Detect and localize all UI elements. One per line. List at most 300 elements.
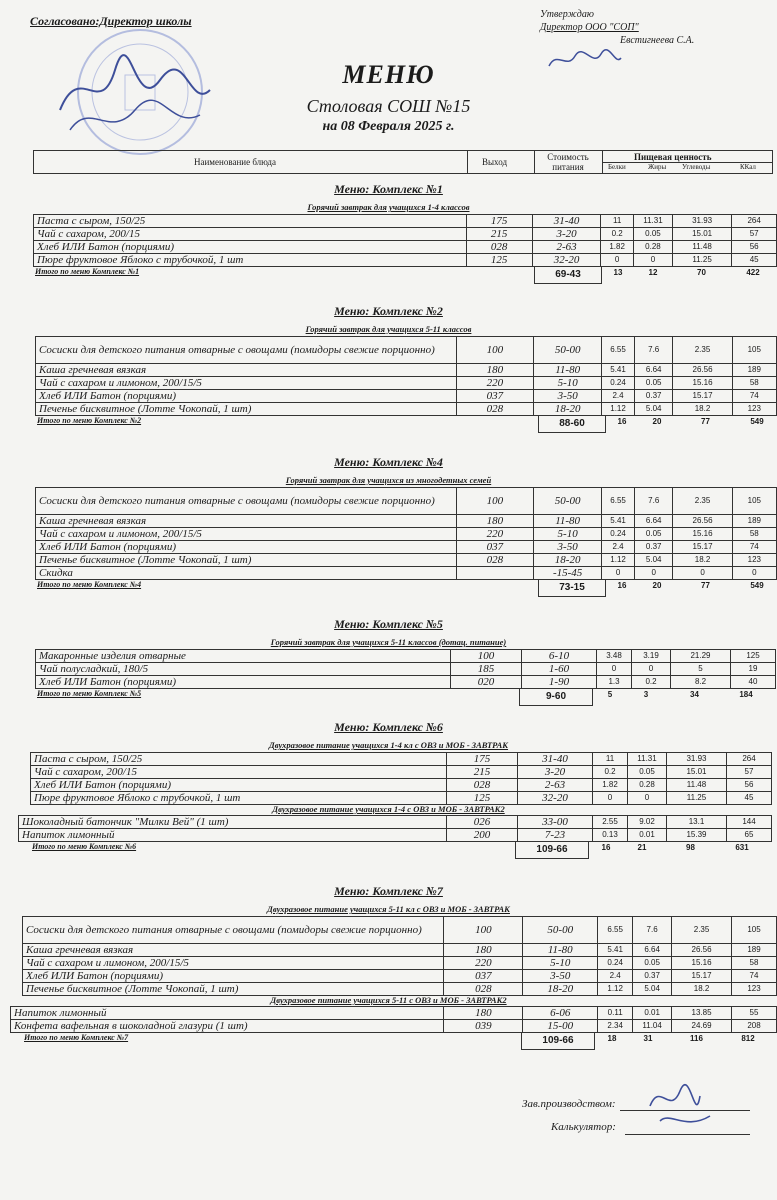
output-cell: 175 bbox=[466, 215, 532, 228]
complex-title: Меню: Комплекс №2 bbox=[334, 304, 443, 318]
production-signature-label: Зав.производством: bbox=[522, 1098, 616, 1110]
fats-cell: 0.28 bbox=[628, 779, 667, 792]
table-row bbox=[36, 663, 776, 676]
total-carbs: 70 bbox=[697, 268, 706, 277]
carbs-cell: 15.16 bbox=[672, 957, 732, 970]
dish-name-cell: Чай с сахаром и лимоном, 200/15/5 bbox=[36, 377, 457, 390]
proteins-cell: 1.12 bbox=[598, 983, 633, 996]
proteins-cell: 0.24 bbox=[598, 957, 633, 970]
menu-table bbox=[35, 649, 776, 689]
kcal-cell: 105 bbox=[732, 337, 776, 364]
header-dish: Наименование блюда bbox=[194, 157, 277, 167]
fats-cell: 6.64 bbox=[633, 944, 672, 957]
header-kcal: ККал bbox=[740, 163, 756, 171]
total-proteins: 5 bbox=[607, 690, 613, 699]
fats-cell: 0.37 bbox=[634, 390, 673, 403]
proteins-cell: 1.12 bbox=[602, 554, 635, 567]
fats-cell: 0.05 bbox=[634, 377, 673, 390]
total-kcal: 631 bbox=[735, 843, 749, 852]
header-proteins: Белки bbox=[608, 163, 626, 171]
carbs-cell: 0 bbox=[673, 567, 732, 580]
table-row bbox=[34, 241, 777, 254]
fats-cell: 11.04 bbox=[633, 1020, 672, 1033]
complex-subtitle-2: Двухразовое питание учащихся 1-4 с ОВЗ и МОБ - ЗАВТРАК2 bbox=[272, 804, 505, 814]
kcal-cell: 57 bbox=[732, 228, 777, 241]
cost-cell: 11-80 bbox=[523, 944, 598, 957]
total-fats: 3 bbox=[643, 690, 649, 699]
fats-cell: 0.37 bbox=[634, 541, 673, 554]
total-fats: 12 bbox=[648, 268, 658, 277]
approval-right bbox=[540, 8, 695, 46]
table-row bbox=[19, 816, 772, 829]
complex-subtitle: Горячий завтрак для учащихся 5-11 классов (дотац. питание) bbox=[270, 637, 507, 647]
table-row bbox=[11, 1020, 777, 1033]
proteins-cell: 1.3 bbox=[597, 676, 632, 689]
table-row bbox=[23, 983, 777, 996]
output-cell: 175 bbox=[447, 753, 518, 766]
complex-subtitle-2: Двухразовое питание учащихся 5-11 с ОВЗ и МОБ - ЗАВТРАК2 bbox=[270, 995, 507, 1005]
table-row bbox=[23, 944, 777, 957]
total-proteins: 18 bbox=[607, 1034, 617, 1043]
fats-cell: 0 bbox=[632, 663, 671, 676]
table-row bbox=[23, 917, 777, 944]
kcal-cell: 189 bbox=[732, 364, 776, 377]
carbs-cell: 5 bbox=[671, 663, 731, 676]
proteins-cell: 5.41 bbox=[602, 364, 635, 377]
fats-cell: 0.05 bbox=[634, 528, 673, 541]
carbs-cell: 15.16 bbox=[673, 377, 732, 390]
carbs-cell: 11.48 bbox=[672, 241, 731, 254]
output-cell bbox=[456, 567, 534, 580]
cost-cell: 18-20 bbox=[523, 983, 598, 996]
carbs-cell: 18.2 bbox=[673, 403, 732, 416]
fats-cell: 7.6 bbox=[633, 917, 672, 944]
output-cell: 220 bbox=[456, 377, 534, 390]
output-cell: 180 bbox=[444, 1007, 523, 1020]
menu-table bbox=[35, 487, 777, 580]
cost-cell: 6-10 bbox=[522, 650, 597, 663]
complex-title: Меню: Комплекс №6 bbox=[334, 720, 443, 734]
total-kcal: 422 bbox=[746, 268, 760, 277]
kcal-cell: 58 bbox=[732, 377, 776, 390]
total-fats: 20 bbox=[652, 581, 662, 590]
proteins-cell: 6.55 bbox=[602, 488, 635, 515]
table-header bbox=[33, 150, 773, 174]
table-row bbox=[31, 779, 772, 792]
carbs-cell: 13.85 bbox=[672, 1007, 732, 1020]
fats-cell: 0.01 bbox=[633, 1007, 672, 1020]
complex-subtitle: Горячий завтрак для учащихся из многодетных семей bbox=[285, 475, 492, 485]
proteins-cell: 0 bbox=[601, 254, 634, 267]
dish-name-cell: Каша гречневая вязкая bbox=[36, 364, 457, 377]
cost-cell: 50-00 bbox=[523, 917, 598, 944]
proteins-cell: 0 bbox=[602, 567, 635, 580]
carbs-cell: 26.56 bbox=[673, 364, 732, 377]
kcal-cell: 189 bbox=[732, 515, 776, 528]
total-carbs: 98 bbox=[686, 843, 695, 852]
cost-cell: 2-63 bbox=[518, 779, 593, 792]
cost-cell: 3-20 bbox=[532, 228, 600, 241]
fats-cell: 0.37 bbox=[633, 970, 672, 983]
proteins-cell: 0.2 bbox=[601, 228, 634, 241]
cost-cell: 1-60 bbox=[522, 663, 597, 676]
carbs-cell: 13.1 bbox=[667, 816, 727, 829]
table-row bbox=[34, 254, 777, 267]
complex-total-cost: 73-15 bbox=[538, 580, 606, 597]
total-kcal: 549 bbox=[750, 581, 764, 590]
output-cell: 037 bbox=[456, 390, 534, 403]
output-cell: 026 bbox=[447, 816, 518, 829]
fats-cell: 6.64 bbox=[634, 515, 673, 528]
production-signature bbox=[640, 1076, 720, 1136]
cost-cell: 11-80 bbox=[534, 364, 602, 377]
carbs-cell: 2.35 bbox=[673, 488, 732, 515]
dish-name-cell: Чай с сахаром и лимоном, 200/15/5 bbox=[36, 528, 457, 541]
carbs-cell: 11.25 bbox=[667, 792, 727, 805]
proteins-cell: 0 bbox=[593, 792, 628, 805]
fats-cell: 6.64 bbox=[634, 364, 673, 377]
proteins-cell: 11 bbox=[601, 215, 634, 228]
carbs-cell: 18.2 bbox=[673, 554, 732, 567]
output-cell: 215 bbox=[447, 766, 518, 779]
output-cell: 180 bbox=[456, 364, 534, 377]
header-output: Выход bbox=[482, 157, 508, 167]
output-cell: 100 bbox=[456, 337, 534, 364]
output-cell: 185 bbox=[451, 663, 522, 676]
kcal-cell: 123 bbox=[732, 403, 776, 416]
fats-cell: 11.31 bbox=[628, 753, 667, 766]
dish-name-cell: Напиток лимонный bbox=[19, 829, 447, 842]
kcal-cell: 45 bbox=[727, 792, 772, 805]
output-cell: 028 bbox=[444, 983, 523, 996]
cost-cell: 7-23 bbox=[518, 829, 593, 842]
total-proteins: 16 bbox=[617, 417, 627, 426]
cost-cell: 50-00 bbox=[534, 488, 602, 515]
fats-cell: 0 bbox=[628, 792, 667, 805]
kcal-cell: 264 bbox=[727, 753, 772, 766]
table-row bbox=[23, 970, 777, 983]
page-date: на 08 Февраля 2025 г. bbox=[322, 119, 455, 134]
dish-name-cell: Паста с сыром, 150/25 bbox=[34, 215, 467, 228]
carbs-cell: 15.01 bbox=[667, 766, 727, 779]
proteins-cell: 3.48 bbox=[597, 650, 632, 663]
table-row bbox=[36, 554, 777, 567]
complex-title: Меню: Комплекс №7 bbox=[334, 884, 443, 898]
cost-cell: 31-40 bbox=[532, 215, 600, 228]
kcal-cell: 58 bbox=[732, 528, 776, 541]
carbs-cell: 31.93 bbox=[667, 753, 727, 766]
fats-cell: 0.28 bbox=[634, 241, 673, 254]
kcal-cell: 144 bbox=[727, 816, 772, 829]
kcal-cell: 125 bbox=[731, 650, 776, 663]
kcal-cell: 123 bbox=[732, 983, 777, 996]
dish-name-cell: Печенье бисквитное (Лотте Чокопай, 1 шт) bbox=[36, 403, 457, 416]
table-row bbox=[36, 541, 777, 554]
carbs-cell: 2.35 bbox=[672, 917, 732, 944]
table-row bbox=[36, 650, 776, 663]
total-fats: 21 bbox=[637, 843, 647, 852]
cost-cell: 32-20 bbox=[518, 792, 593, 805]
dish-name-cell: Напиток лимонный bbox=[11, 1007, 444, 1020]
carbs-cell: 24.69 bbox=[672, 1020, 732, 1033]
dish-name-cell: Хлеб ИЛИ Батон (порциями) bbox=[36, 541, 457, 554]
output-cell: 037 bbox=[444, 970, 523, 983]
table-row bbox=[31, 792, 772, 805]
complex-total-label: Итого по меню Комплекс №4 bbox=[37, 580, 142, 589]
kcal-cell: 58 bbox=[732, 957, 777, 970]
kcal-cell: 74 bbox=[732, 390, 776, 403]
total-carbs: 34 bbox=[690, 690, 699, 699]
cost-cell: 5-10 bbox=[534, 528, 602, 541]
complex-subtitle: Двухразовое питание учащихся 5-11 кл с ОВЗ и МОБ - ЗАВТРАК bbox=[267, 904, 510, 914]
total-kcal: 184 bbox=[739, 690, 753, 699]
kcal-cell: 57 bbox=[727, 766, 772, 779]
table-row bbox=[36, 364, 777, 377]
page-title: МЕНЮ bbox=[342, 60, 435, 89]
output-cell: 200 bbox=[447, 829, 518, 842]
output-cell: 028 bbox=[456, 554, 534, 567]
proteins-cell: 0.11 bbox=[598, 1007, 633, 1020]
carbs-cell: 15.17 bbox=[673, 390, 732, 403]
total-kcal: 549 bbox=[750, 417, 764, 426]
dish-name-cell: Хлеб ИЛИ Батон (порциями) bbox=[36, 390, 457, 403]
output-cell: 215 bbox=[466, 228, 532, 241]
cost-cell: 33-00 bbox=[518, 816, 593, 829]
cost-cell: 3-50 bbox=[534, 541, 602, 554]
output-cell: 100 bbox=[444, 917, 523, 944]
complex-title: Меню: Комплекс №4 bbox=[334, 455, 443, 469]
output-cell: 020 bbox=[451, 676, 522, 689]
header-fats: Жиры bbox=[648, 163, 667, 171]
carbs-cell: 8.2 bbox=[671, 676, 731, 689]
cost-cell: 31-40 bbox=[518, 753, 593, 766]
proteins-cell: 11 bbox=[593, 753, 628, 766]
menu-table bbox=[10, 1006, 777, 1033]
fats-cell: 0.05 bbox=[628, 766, 667, 779]
menu-table bbox=[18, 815, 772, 842]
dish-name-cell: Сосиски для детского питания отварные с овощами (помидоры свежие порционно) bbox=[36, 337, 457, 364]
cost-cell: 18-20 bbox=[534, 554, 602, 567]
carbs-cell: 15.17 bbox=[672, 970, 732, 983]
table-row bbox=[36, 528, 777, 541]
total-proteins: 16 bbox=[617, 581, 627, 590]
dish-name-cell: Сосиски для детского питания отварные с овощами (помидоры свежие порционно) bbox=[36, 488, 457, 515]
header-nutrition: Пищевая ценность bbox=[634, 152, 712, 162]
kcal-cell: 65 bbox=[727, 829, 772, 842]
cost-cell: 50-00 bbox=[534, 337, 602, 364]
kcal-cell: 74 bbox=[732, 541, 776, 554]
output-cell: 028 bbox=[447, 779, 518, 792]
complex-total-label: Итого по меню Комплекс №2 bbox=[37, 416, 142, 425]
total-kcal: 812 bbox=[741, 1034, 755, 1043]
carbs-cell: 18.2 bbox=[672, 983, 732, 996]
kcal-cell: 56 bbox=[732, 241, 777, 254]
output-cell: 037 bbox=[456, 541, 534, 554]
complex-title: Меню: Комплекс №1 bbox=[334, 182, 443, 196]
fats-cell: 0.05 bbox=[634, 228, 673, 241]
proteins-cell: 1.12 bbox=[602, 403, 635, 416]
output-cell: 028 bbox=[466, 241, 532, 254]
fats-cell: 7.6 bbox=[634, 337, 673, 364]
total-carbs: 77 bbox=[701, 417, 710, 426]
kcal-cell: 0 bbox=[732, 567, 776, 580]
complex-total-label: Итого по меню Комплекс №7 bbox=[24, 1033, 129, 1042]
cost-cell: 5-10 bbox=[534, 377, 602, 390]
table-row bbox=[36, 488, 777, 515]
complex-subtitle: Горячий завтрак для учащихся 1-4 классов bbox=[307, 202, 470, 212]
total-fats: 31 bbox=[643, 1034, 653, 1043]
dish-name-cell: Каша гречневая вязкая bbox=[36, 515, 457, 528]
proteins-cell: 2.4 bbox=[598, 970, 633, 983]
proteins-cell: 5.41 bbox=[602, 515, 635, 528]
carbs-cell: 15.39 bbox=[667, 829, 727, 842]
proteins-cell: 6.55 bbox=[602, 337, 635, 364]
output-cell: 125 bbox=[466, 254, 532, 267]
header-cost: Стоимость питания bbox=[547, 152, 589, 172]
complex-subtitle: Двухразовое питание учащихся 1-4 кл с ОВЗ и МОБ - ЗАВТРАК bbox=[268, 740, 509, 750]
calculator-signature-label: Калькулятор: bbox=[551, 1121, 616, 1133]
cost-cell: 18-20 bbox=[534, 403, 602, 416]
table-row bbox=[11, 1007, 777, 1020]
approval-line1: Утверждаю bbox=[540, 9, 594, 20]
carbs-cell: 11.25 bbox=[672, 254, 731, 267]
kcal-cell: 55 bbox=[732, 1007, 777, 1020]
table-row bbox=[36, 515, 777, 528]
proteins-cell: 0.2 bbox=[593, 766, 628, 779]
fats-cell: 5.04 bbox=[633, 983, 672, 996]
fats-cell: 0 bbox=[634, 567, 673, 580]
cost-cell: 32-20 bbox=[532, 254, 600, 267]
dish-name-cell: Чай полусладкий, 180/5 bbox=[36, 663, 451, 676]
proteins-cell: 5.41 bbox=[598, 944, 633, 957]
table-row bbox=[23, 957, 777, 970]
output-cell: 125 bbox=[447, 792, 518, 805]
cost-cell: -15-45 bbox=[534, 567, 602, 580]
output-cell: 220 bbox=[444, 957, 523, 970]
kcal-cell: 45 bbox=[732, 254, 777, 267]
carbs-cell: 31.93 bbox=[672, 215, 731, 228]
proteins-cell: 2.4 bbox=[602, 390, 635, 403]
table-row bbox=[36, 403, 777, 416]
complex-total-label: Итого по меню Комплекс №1 bbox=[35, 267, 140, 276]
proteins-cell: 0.13 bbox=[593, 829, 628, 842]
output-cell: 180 bbox=[456, 515, 534, 528]
proteins-cell: 0 bbox=[597, 663, 632, 676]
table-row bbox=[36, 567, 777, 580]
carbs-cell: 21.29 bbox=[671, 650, 731, 663]
complex-total-cost: 69-43 bbox=[534, 267, 602, 284]
carbs-cell: 26.56 bbox=[673, 515, 732, 528]
kcal-cell: 56 bbox=[727, 779, 772, 792]
fats-cell: 5.04 bbox=[634, 554, 673, 567]
dish-name-cell: Скидка bbox=[36, 567, 457, 580]
carbs-cell: 11.48 bbox=[667, 779, 727, 792]
cost-cell: 11-80 bbox=[534, 515, 602, 528]
menu-table bbox=[30, 752, 772, 805]
proteins-cell: 0.24 bbox=[602, 528, 635, 541]
proteins-cell: 2.34 bbox=[598, 1020, 633, 1033]
dish-name-cell: Хлеб ИЛИ Батон (порциями) bbox=[31, 779, 447, 792]
kcal-cell: 40 bbox=[731, 676, 776, 689]
total-proteins: 16 bbox=[601, 843, 611, 852]
fats-cell: 0.05 bbox=[633, 957, 672, 970]
dish-name-cell: Пюре фруктовое Яблоко с трубочкой, 1 шт bbox=[31, 792, 447, 805]
fats-cell: 0.2 bbox=[632, 676, 671, 689]
output-cell: 180 bbox=[444, 944, 523, 957]
dish-name-cell: Хлеб ИЛИ Батон (порциями) bbox=[36, 676, 451, 689]
table-row bbox=[31, 766, 772, 779]
dish-name-cell: Хлеб ИЛИ Батон (порциями) bbox=[34, 241, 467, 254]
proteins-cell: 1.82 bbox=[601, 241, 634, 254]
fats-cell: 5.04 bbox=[634, 403, 673, 416]
dish-name-cell: Хлеб ИЛИ Батон (порциями) bbox=[23, 970, 444, 983]
complex-total-cost: 109-66 bbox=[515, 842, 589, 859]
dish-name-cell: Макаронные изделия отварные bbox=[36, 650, 451, 663]
carbs-cell: 15.16 bbox=[673, 528, 732, 541]
kcal-cell: 189 bbox=[732, 944, 777, 957]
kcal-cell: 74 bbox=[732, 970, 777, 983]
kcal-cell: 105 bbox=[732, 917, 777, 944]
fats-cell: 3.19 bbox=[632, 650, 671, 663]
table-row bbox=[31, 753, 772, 766]
complex-total-cost: 109-66 bbox=[521, 1033, 595, 1050]
menu-table bbox=[22, 916, 777, 996]
total-fats: 20 bbox=[652, 417, 662, 426]
fats-cell: 9.02 bbox=[628, 816, 667, 829]
kcal-cell: 264 bbox=[732, 215, 777, 228]
output-cell: 039 bbox=[444, 1020, 523, 1033]
fats-cell: 0 bbox=[634, 254, 673, 267]
proteins-cell: 1.82 bbox=[593, 779, 628, 792]
cost-cell: 6-06 bbox=[523, 1007, 598, 1020]
dish-name-cell: Шоколадный батончик "Милки Вей" (1 шт) bbox=[19, 816, 447, 829]
carbs-cell: 15.17 bbox=[673, 541, 732, 554]
approval-line2: Директор ООО "СОП" bbox=[540, 22, 639, 33]
proteins-cell: 6.55 bbox=[598, 917, 633, 944]
fats-cell: 0.01 bbox=[628, 829, 667, 842]
page-subtitle: Столовая СОШ №15 bbox=[306, 96, 471, 116]
table-row bbox=[36, 337, 777, 364]
cost-cell: 2-63 bbox=[532, 241, 600, 254]
proteins-cell: 2.4 bbox=[602, 541, 635, 554]
dish-name-cell: Сосиски для детского питания отварные с овощами (помидоры свежие порционно) bbox=[23, 917, 444, 944]
complex-total-cost: 9-60 bbox=[519, 689, 593, 706]
dish-name-cell: Паста с сыром, 150/25 bbox=[31, 753, 447, 766]
table-row bbox=[19, 829, 772, 842]
table-row bbox=[34, 228, 777, 241]
carbs-cell: 15.01 bbox=[672, 228, 731, 241]
school-stamp bbox=[40, 20, 230, 160]
output-cell: 220 bbox=[456, 528, 534, 541]
complex-total-label: Итого по меню Комплекс №5 bbox=[37, 689, 142, 698]
header-carbs: Углеводы bbox=[682, 163, 711, 171]
complex-title: Меню: Комплекс №5 bbox=[334, 617, 443, 631]
menu-table bbox=[33, 214, 777, 267]
table-row bbox=[36, 390, 777, 403]
dish-name-cell: Печенье бисквитное (Лотте Чокопай, 1 шт) bbox=[36, 554, 457, 567]
complex-total-cost: 88-60 bbox=[538, 416, 606, 433]
complex-subtitle: Горячий завтрак для учащихся 5-11 классов bbox=[305, 324, 472, 334]
cost-cell: 5-10 bbox=[523, 957, 598, 970]
complex-total-label: Итого по меню Комплекс №6 bbox=[32, 842, 137, 851]
dish-name-cell: Каша гречневая вязкая bbox=[23, 944, 444, 957]
cost-cell: 3-20 bbox=[518, 766, 593, 779]
dish-name-cell: Чай с сахаром и лимоном, 200/15/5 bbox=[23, 957, 444, 970]
table-row bbox=[36, 676, 776, 689]
dish-name-cell: Чай с сахаром, 200/15 bbox=[31, 766, 447, 779]
kcal-cell: 123 bbox=[732, 554, 776, 567]
cost-cell: 15-00 bbox=[523, 1020, 598, 1033]
